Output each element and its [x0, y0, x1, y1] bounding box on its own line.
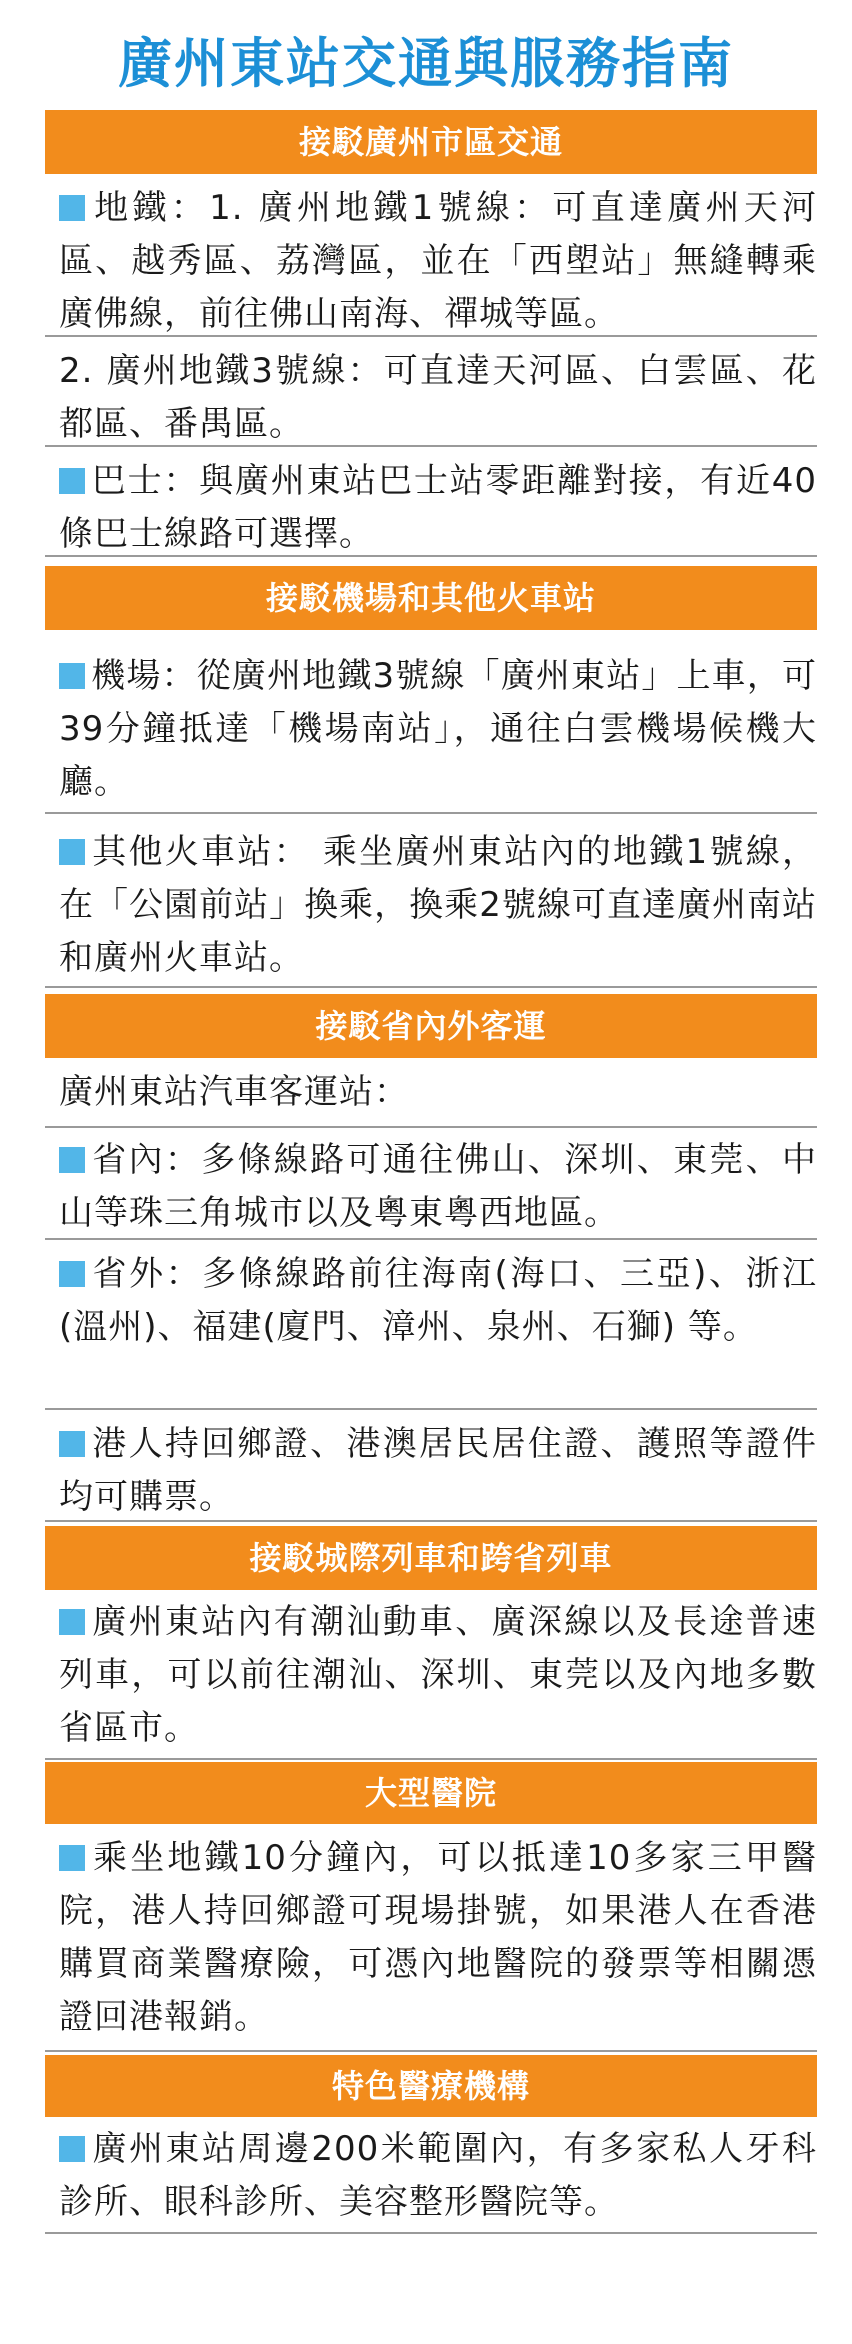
list-item: 廣州東站汽車客運站： — [45, 1058, 817, 1128]
blue-square-bullet-icon — [59, 2136, 85, 2162]
list-item: 廣州東站內有潮汕動車、廣深線以及長途普速列車，可以前往潮汕、深圳、東莞以及內地多數省區市。 — [45, 1590, 817, 1760]
list-item: 巴士：與廣州東站巴士站零距離對接，有近40條巴士線路可選擇。 — [45, 447, 817, 557]
section-heading: 大型醫院 — [45, 1762, 817, 1824]
list-item: 省外：多條線路前往海南(海口、三亞)、浙江(溫州)、福建(廈門、漳州、泉州、石獅) 等。 — [45, 1240, 817, 1410]
section-heading: 特色醫療機構 — [45, 2055, 817, 2117]
blue-square-bullet-icon — [59, 1147, 85, 1173]
blue-square-bullet-icon — [59, 839, 85, 865]
list-item: 乘坐地鐵10分鐘內，可以抵達10多家三甲醫院，港人持回鄉證可現場掛號，如果港人在香港購買商業醫療險，可憑內地醫院的發票等相關憑證回港報銷。 — [45, 1824, 817, 2052]
section-heading: 接駁機場和其他火車站 — [45, 566, 817, 630]
page-title: 廣州東站交通與服務指南 — [118, 32, 734, 95]
list-item: 其他火車站： 乘坐廣州東站內的地鐵1號線，在「公園前站」換乘，換乘2號線可直達廣州南站和廣州火車站。 — [45, 814, 817, 988]
blue-square-bullet-icon — [59, 1609, 85, 1635]
list-item: 港人持回鄉證、港澳居民居住證、護照等證件均可購票。 — [45, 1410, 817, 1522]
list-item: 機場：從廣州地鐵3號線「廣州東站」上車，可39分鐘抵達「機場南站」，通往白雲機場候機大廳。 — [45, 630, 817, 814]
section-heading: 接駁廣州市區交通 — [45, 110, 817, 174]
list-item: 省內：多條線路可通往佛山、深圳、東莞、中山等珠三角城市以及粵東粵西地區。 — [45, 1128, 817, 1240]
list-item: 2. 廣州地鐵3號線：可直達天河區、白雲區、花都區、番禺區。 — [45, 337, 817, 447]
list-item: 地鐵：1. 廣州地鐵1號線：可直達廣州天河區、越秀區、荔灣區，並在「西塱站」無縫轉乘廣佛線，前往佛山南海、禪城等區。 — [45, 174, 817, 337]
blue-square-bullet-icon — [59, 195, 85, 221]
section-heading: 接駁省內外客運 — [45, 994, 817, 1058]
blue-square-bullet-icon — [59, 468, 85, 494]
blue-square-bullet-icon — [59, 1845, 85, 1871]
blue-square-bullet-icon — [59, 663, 85, 689]
blue-square-bullet-icon — [59, 1431, 85, 1457]
blue-square-bullet-icon — [59, 1261, 85, 1287]
section-heading: 接駁城際列車和跨省列車 — [45, 1526, 817, 1590]
list-item: 廣州東站周邊200米範圍內，有多家私人牙科診所、眼科診所、美容整形醫院等。 — [45, 2117, 817, 2234]
